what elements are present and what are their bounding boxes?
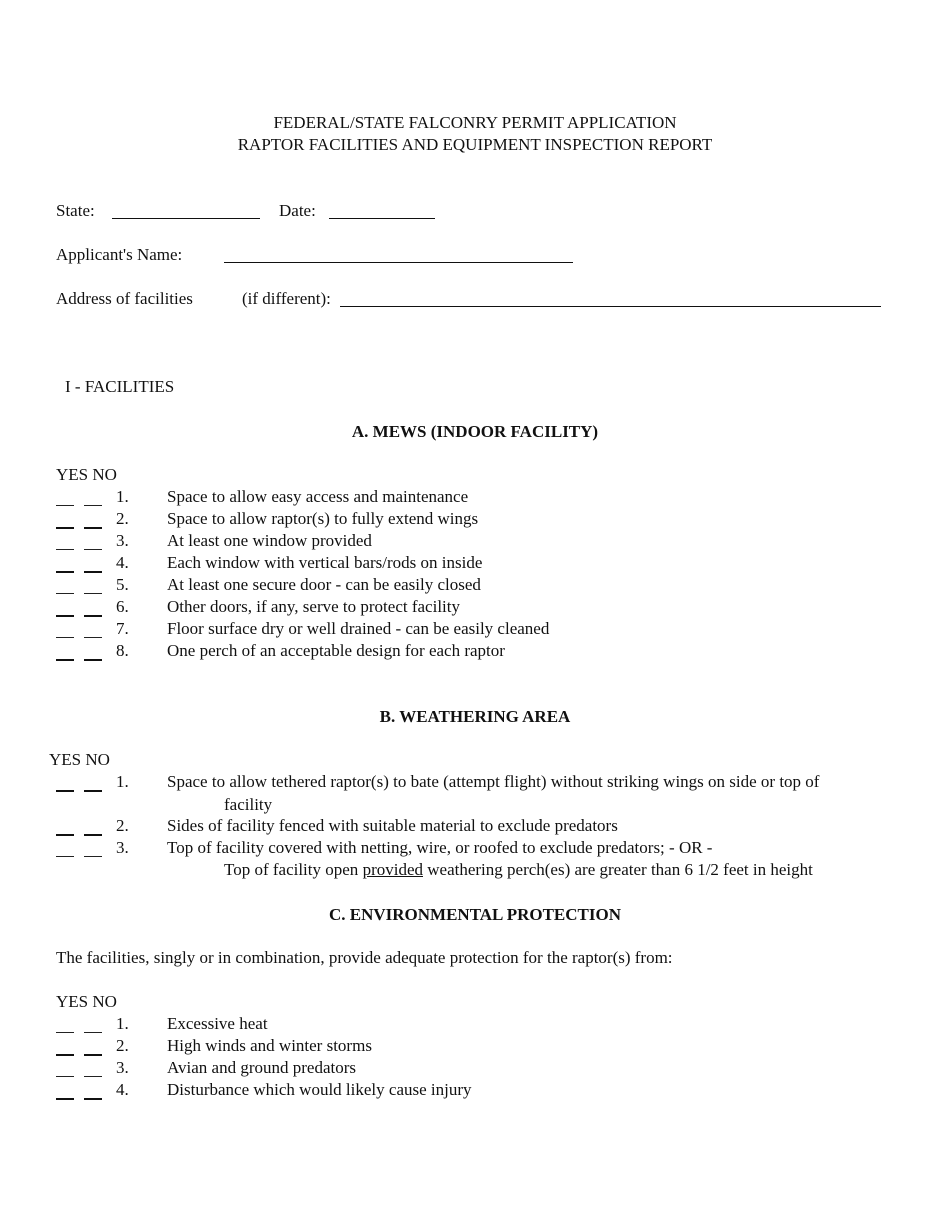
mews-item-3-number: 3. [116,531,129,550]
weathering-1-text-cont: facility [224,795,273,814]
environmental-item-3-text: Avian and ground predators [167,1058,356,1077]
mews-item-8-yes-blank[interactable] [56,659,74,661]
mews-item-5-yes-blank[interactable] [56,593,74,594]
applicant-name-field-ext[interactable] [321,262,573,263]
environmental-item-4-text: Disturbance which would likely cause injury [167,1080,472,1099]
mews-item-1-yes-blank[interactable] [56,505,74,506]
mews-item-4-yes-blank[interactable] [56,571,74,573]
address-suffix-label: (if different): [242,289,331,308]
mews-item-7-text: Floor surface dry or well drained - can be easily cleaned [167,619,550,638]
mews-item-3-yes-blank[interactable] [56,549,74,550]
mews-item-7-number: 7. [116,619,129,638]
environmental-item-1-yes-blank[interactable] [56,1032,74,1033]
mews-item-6-text: Other doors, if any, serve to protect facility [167,597,460,616]
weathering-title: B. WEATHERING AREA [379,707,571,726]
mews-item-1-text: Space to allow easy access and maintenance [167,487,469,506]
environmental-item-3-yes-blank[interactable] [56,1076,74,1077]
environmental-yes-no-header: YES NO [56,992,117,1011]
form-title-line1: FEDERAL/STATE FALCONRY PERMIT APPLICATION [273,113,677,132]
environmental-item-1-text: Excessive heat [167,1014,268,1033]
mews-item-8-text: One perch of an acceptable design for each raptor [167,641,505,660]
weathering-2-yes-blank[interactable] [56,834,74,836]
mews-item-2-number: 2. [116,509,129,528]
mews-item-2-no-blank[interactable] [84,527,102,529]
environmental-item-3-number: 3. [116,1058,129,1077]
mews-item-5-text: At least one secure door - can be easily closed [167,575,481,594]
weathering-2-no-blank[interactable] [84,834,102,836]
weathering-3-cont-b: weathering perch(es) are greater than 6 1/2 feet in height [423,860,813,879]
mews-item-4-no-blank[interactable] [84,571,102,573]
weathering-3-number: 3. [116,838,129,857]
applicant-name-label: Applicant's Name: [56,245,183,264]
date-label: Date: [279,201,316,220]
date-field[interactable] [329,218,435,219]
weathering-3-cont-underlined: provided [362,860,423,879]
address-label: Address of facilities [56,289,193,308]
weathering-3-text-cont [224,860,813,880]
weathering-1-yes-blank[interactable] [56,790,74,792]
weathering-3-cont-a: Top of facility open [224,860,363,879]
mews-item-8-no-blank[interactable] [84,659,102,661]
mews-title: A. MEWS (INDOOR FACILITY) [351,422,599,441]
weathering-2-number: 2. [116,816,129,835]
mews-item-2-yes-blank[interactable] [56,527,74,529]
mews-item-4-number: 4. [116,553,129,572]
environmental-item-2-yes-blank[interactable] [56,1054,74,1056]
environmental-item-1-no-blank[interactable] [84,1032,102,1033]
state-field[interactable] [112,218,260,219]
environmental-item-4-no-blank[interactable] [84,1098,102,1100]
section-facilities-title: I - FACILITIES [65,377,175,396]
weathering-3-no-blank[interactable] [84,856,102,857]
weathering-3-yes-blank[interactable] [56,856,74,857]
state-label: State: [56,201,95,220]
environmental-item-3-no-blank[interactable] [84,1076,102,1077]
mews-item-8-number: 8. [116,641,129,660]
form-title-line2: RAPTOR FACILITIES AND EQUIPMENT INSPECTION REPORT [237,135,713,154]
mews-item-5-no-blank[interactable] [84,593,102,594]
applicant-name-field[interactable] [224,262,321,263]
mews-yes-no-header: YES NO [56,465,117,484]
mews-item-3-text: At least one window provided [167,531,372,550]
mews-item-1-no-blank[interactable] [84,505,102,506]
environmental-title: C. ENVIRONMENTAL PROTECTION [328,905,622,924]
weathering-yes-no-header: YES NO [49,750,110,769]
environmental-item-1-number: 1. [116,1014,129,1033]
mews-item-2-text: Space to allow raptor(s) to fully extend wings [167,509,479,528]
mews-item-7-yes-blank[interactable] [56,637,74,638]
mews-item-6-no-blank[interactable] [84,615,102,617]
environmental-item-4-number: 4. [116,1080,129,1099]
mews-item-6-number: 6. [116,597,129,616]
mews-item-5-number: 5. [116,575,129,594]
environmental-item-4-yes-blank[interactable] [56,1098,74,1100]
weathering-1-number: 1. [116,772,129,791]
mews-item-4-text: Each window with vertical bars/rods on inside [167,553,483,572]
environmental-item-2-text: High winds and winter storms [167,1036,372,1055]
address-field[interactable] [340,306,881,307]
weathering-2-text: Sides of facility fenced with suitable material to exclude predators [167,816,618,835]
weathering-1-no-blank[interactable] [84,790,102,792]
environmental-item-2-number: 2. [116,1036,129,1055]
mews-item-1-number: 1. [116,487,129,506]
mews-item-7-no-blank[interactable] [84,637,102,638]
mews-item-3-no-blank[interactable] [84,549,102,550]
weathering-1-text: Space to allow tethered raptor(s) to bate (attempt flight) without striking wings on side or top of [167,772,820,791]
environmental-item-2-no-blank[interactable] [84,1054,102,1056]
weathering-3-text: Top of facility covered with netting, wire, or roofed to exclude predators; - OR - [167,838,713,857]
environmental-intro: The facilities, singly or in combination, provide adequate protection for the raptor(s) from: [56,948,673,967]
mews-item-6-yes-blank[interactable] [56,615,74,617]
